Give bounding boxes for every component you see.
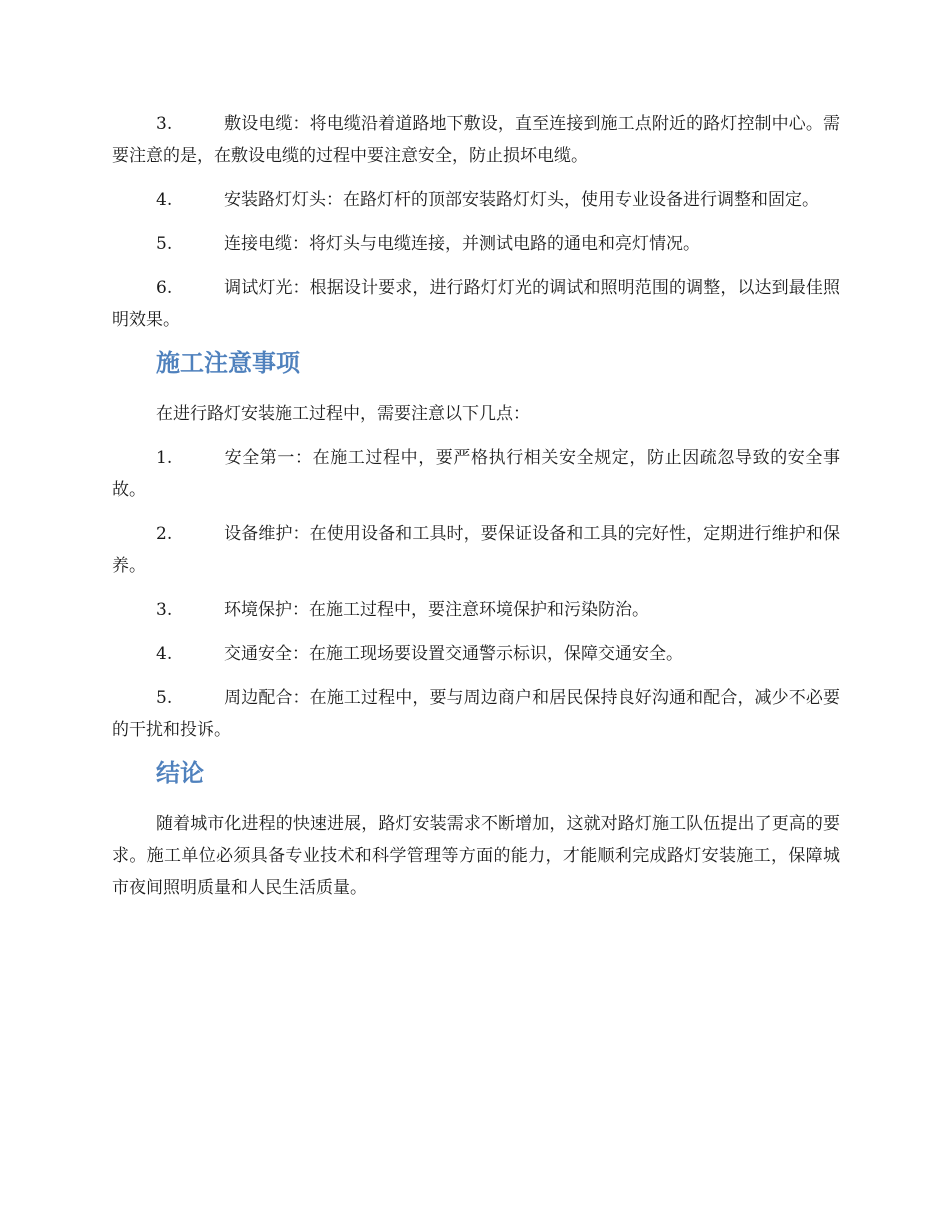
list-item-number: 5.	[156, 234, 173, 254]
list-item-number: 4.	[156, 644, 173, 664]
list-item-text: 周边配合：在施工过程中，要与周边商户和居民保持良好沟通和配合，减少不必要的干扰和投诉。	[112, 688, 840, 740]
list-item-number: 2.	[156, 524, 173, 544]
list-item-text: 环境保护：在施工过程中，要注意环境保护和污染防治。	[224, 600, 649, 620]
precautions-intro: 在进行路灯安装施工过程中，需要注意以下几点：	[156, 404, 530, 424]
list-item-number: 3.	[156, 114, 173, 134]
precautions-list	[112, 442, 840, 746]
list-item-text: 安全第一：在施工过程中，要严格执行相关安全规定，防止因疏忽导致的安全事故。	[112, 448, 840, 500]
conclusion-paragraph: 随着城市化进程的快速进展，路灯安装需求不断增加，这就对路灯施工队伍提出了更高的要求。施工单位必须具备专业技术和科学管理等方面的能力，才能顺利完成路灯安装施工，保障城市夜间照明质量和人民生活质量。	[112, 814, 840, 898]
list-item-number: 3.	[156, 600, 173, 620]
list-item-number: 6.	[156, 278, 173, 298]
list-item-text: 设备维护：在使用设备和工具时，要保证设备和工具的完好性，定期进行维护和保养。	[112, 524, 840, 576]
list-item	[112, 594, 840, 626]
list-item	[112, 108, 840, 172]
list-item-number: 4.	[156, 190, 173, 210]
section-heading-precautions: 施工注意事项	[156, 349, 300, 377]
list-item	[112, 228, 840, 260]
list-item	[112, 682, 840, 746]
list-item	[112, 638, 840, 670]
list-item-number: 1.	[156, 448, 173, 468]
list-item-text: 敷设电缆：将电缆沿着道路地下敷设，直至连接到施工点附近的路灯控制中心。需要注意的是，在敷设电缆的过程中要注意安全，防止损坏电缆。	[112, 114, 840, 166]
list-item-number: 5.	[156, 688, 173, 708]
list-item-text: 安装路灯灯头：在路灯杆的顶部安装路灯灯头，使用专业设备进行调整和固定。	[224, 190, 819, 210]
list-item	[112, 442, 840, 506]
section-heading-conclusion: 结论	[156, 759, 204, 787]
construction-steps-list	[112, 108, 840, 336]
document-page	[112, 108, 840, 916]
list-item	[112, 272, 840, 336]
list-item-text: 连接电缆：将灯头与电缆连接，并测试电路的通电和亮灯情况。	[224, 234, 700, 254]
list-item	[112, 518, 840, 582]
list-item	[112, 184, 840, 216]
list-item-text: 调试灯光：根据设计要求，进行路灯灯光的调试和照明范围的调整，以达到最佳照明效果。	[112, 278, 840, 330]
list-item-text: 交通安全：在施工现场要设置交通警示标识，保障交通安全。	[224, 644, 683, 664]
